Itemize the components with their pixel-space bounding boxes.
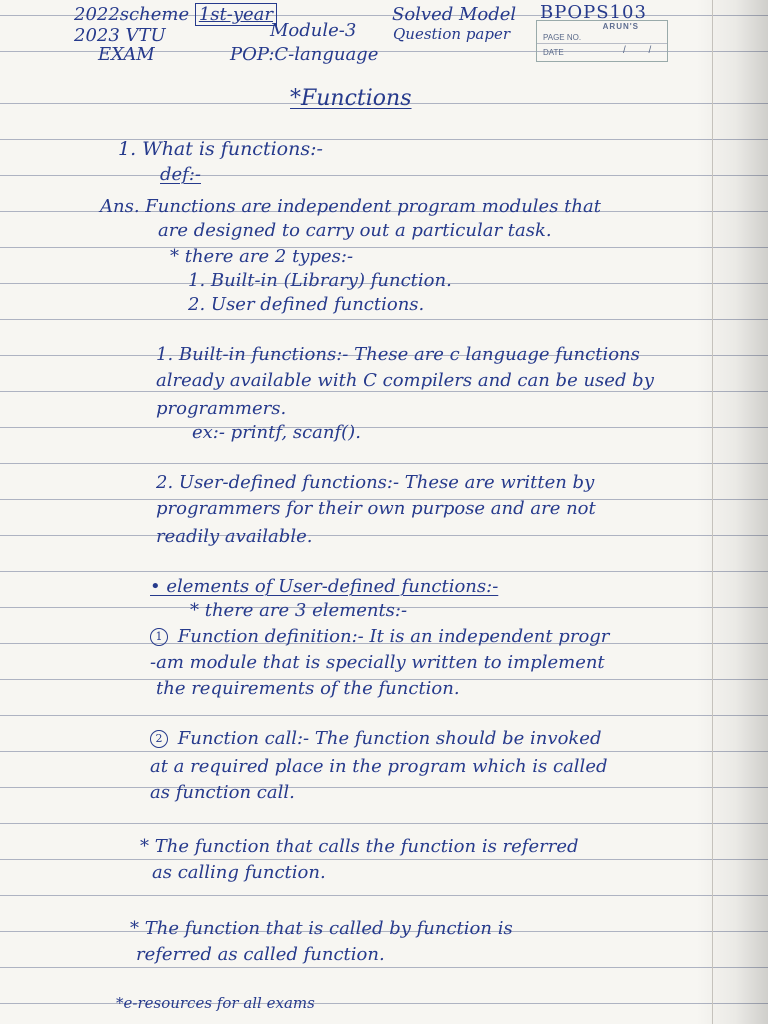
element2-line1-rest: The function should be invoked — [314, 728, 602, 749]
calling-line1: * The function that calls the function is referred — [140, 836, 579, 857]
element1-heading: Function definition:- — [177, 626, 364, 647]
q1-answer-line1 — [100, 198, 601, 216]
element1-number: 1 — [150, 628, 168, 646]
scheme-text: 2022scheme — [74, 4, 190, 25]
builtin-line3: programmers. — [156, 398, 287, 419]
userdef-line1 — [156, 474, 594, 492]
builtin-example: ex:- printf, scanf(). — [192, 422, 361, 443]
called-line2: referred as called function. — [136, 944, 385, 965]
element2-line2: at a required place in the program which is called — [150, 756, 608, 777]
date-value: / / — [623, 45, 662, 56]
builtin-line2: already available with C compilers and can be used by — [156, 370, 654, 391]
element2-line1 — [150, 730, 601, 748]
page-date-box — [536, 20, 668, 62]
q1-question-text: 1. What is functions:- — [118, 138, 323, 160]
userdef-line3: readily available. — [156, 526, 313, 547]
brand-label: ARUN'S — [602, 22, 639, 31]
element1-line1-rest: It is an independent progr — [369, 626, 610, 647]
margin-line — [712, 0, 713, 1024]
builtin-line1 — [156, 346, 640, 364]
year-text: 1st-year — [195, 3, 277, 26]
q1-answer-line2: are designed to carry out a particular task. — [158, 220, 552, 241]
q1-question — [118, 140, 323, 159]
userdef-line2: programmers for their own purpose and are not — [156, 498, 596, 519]
elements-count: * there are 3 elements:- — [190, 600, 408, 621]
builtin-heading: 1. Built-in functions:- — [156, 344, 349, 365]
element2-number: 2 — [150, 730, 168, 748]
box-divider — [537, 43, 667, 44]
q1-def: def:- — [160, 164, 201, 185]
called-line1: * The function that is called by function is — [130, 918, 513, 939]
header-scheme — [74, 6, 277, 24]
date-label: DATE — [543, 48, 564, 57]
builtin-line1-rest: These are c language functions — [354, 344, 640, 365]
header-solved: Solved Model — [392, 4, 517, 25]
page-title: *Functions — [290, 86, 412, 111]
page-no-label: PAGE NO. — [543, 33, 582, 42]
footer-note: *e-resources for all exams — [116, 994, 315, 1012]
header-question-paper: Question paper — [393, 25, 511, 43]
types-intro: * there are 2 types:- — [170, 246, 354, 267]
header-code: BPOPS103 — [540, 2, 647, 23]
element2-heading: Function call:- — [177, 728, 310, 749]
calling-line2: as calling function. — [152, 862, 326, 883]
ans-line1-text: Functions are independent program modules that — [145, 196, 601, 217]
userdef-heading: 2. User-defined functions:- — [156, 472, 400, 493]
header-vtu: 2023 VTU — [74, 25, 166, 46]
element1-line2: -am module that is specially written to implement — [150, 652, 605, 673]
header-subject: POP:C-language — [230, 44, 379, 65]
elements-heading: • elements of User-defined functions:- — [150, 576, 499, 597]
type-builtin: 1. Built-in (Library) function. — [188, 270, 452, 291]
page-spine-shadow — [696, 0, 768, 1024]
element1-line3: the requirements of the function. — [156, 678, 460, 699]
element2-line3: as function call. — [150, 782, 295, 803]
userdef-line1-rest: These are written by — [404, 472, 595, 493]
type-userdefined: 2. User defined functions. — [188, 294, 425, 315]
header-module: Module-3 — [270, 20, 357, 41]
element1-line1 — [150, 628, 609, 646]
ans-label: Ans. — [100, 196, 140, 217]
header-exam: EXAM — [98, 44, 155, 65]
